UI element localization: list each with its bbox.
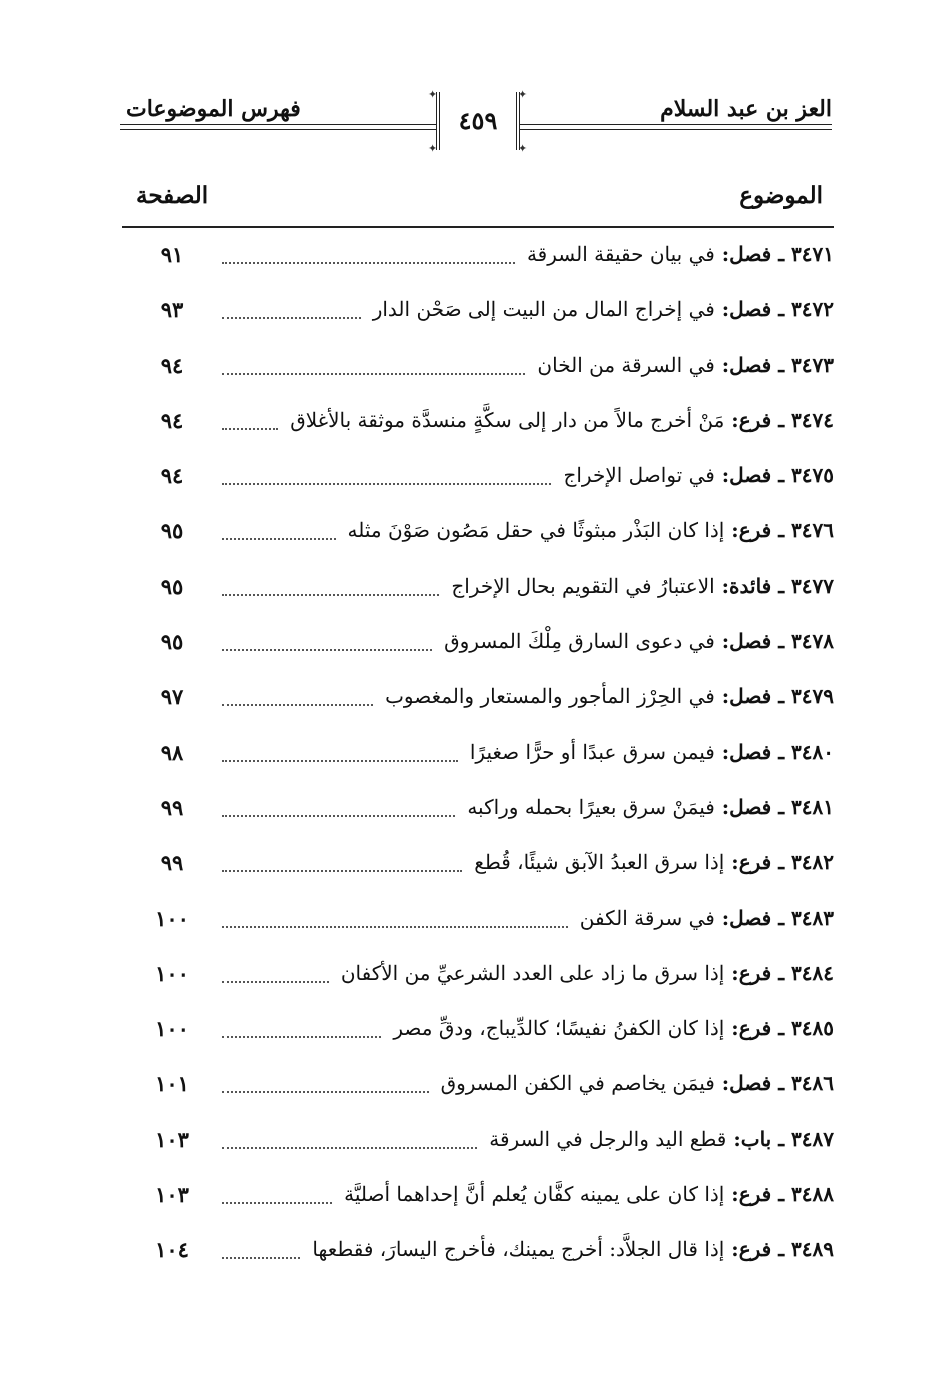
entry-title: إذا قال الجلاَّد: أخرج يمينك، فأخرج اليسارَ، فقطعها <box>312 1237 725 1262</box>
toc-entry <box>122 730 834 785</box>
toc-entry <box>122 508 834 563</box>
entry-dash: ـ <box>771 573 792 598</box>
entry-dash: ـ <box>771 242 792 266</box>
toc-entry <box>122 840 834 895</box>
entry-title: فيمَنْ سرق بعيرًا بحمله وراكبه <box>467 794 715 819</box>
toc-entry <box>122 453 834 508</box>
entry-dash: ـ <box>771 1237 792 1262</box>
entry-type: فصل <box>729 242 772 266</box>
entry-page-number: ٩٥ <box>160 573 184 599</box>
entry-type: فصل <box>729 463 772 488</box>
toc-entry <box>122 785 834 840</box>
entry-title: إذا كان على يمينه كفَّان يُعلم أنَّ إحداهما أصليَّة <box>344 1182 725 1207</box>
entry-page-number: ١٠٠ <box>155 960 189 986</box>
toc-entry <box>122 564 834 619</box>
entry-title: في بيان حقيقة السرقة <box>526 242 715 266</box>
leader-dots <box>222 981 329 983</box>
entry-number: ٣٤٨٠ <box>791 739 834 764</box>
entry-colon: : <box>724 960 739 985</box>
toc-entry <box>122 343 834 398</box>
toc-entry <box>122 619 834 674</box>
entry-dash: ـ <box>771 684 792 709</box>
leader-dots <box>222 1036 381 1038</box>
entry-number: ٣٤٧٢ <box>791 297 834 322</box>
entry-dash: ـ <box>771 629 792 654</box>
toc-entry <box>122 1172 834 1227</box>
entry-dash: ـ <box>771 1182 792 1207</box>
leader-dots <box>222 815 455 817</box>
entry-page-number: ١٠٤ <box>155 1237 189 1263</box>
entry-page-number: ١٠٣ <box>155 1126 189 1152</box>
entry-page-number: ٩٨ <box>160 739 184 765</box>
entry-title: إذا كان البَذْر مبثوثًا في حقل مَصُون صَوْنَ مثله <box>347 518 725 543</box>
entry-dash: ـ <box>771 850 792 875</box>
toc-entry-text <box>348 518 834 542</box>
entry-number: ٣٤٨٨ <box>791 1182 834 1207</box>
entry-type: فصل <box>729 629 772 654</box>
entry-dash: ـ <box>771 1016 792 1041</box>
toc-entry-text <box>563 463 834 487</box>
leader-dots <box>222 373 525 375</box>
entry-number: ٣٤٧٣ <box>791 352 834 377</box>
leader-dots <box>222 870 462 872</box>
entry-number: ٣٤٨٢ <box>791 850 834 875</box>
column-header-rule <box>122 226 834 228</box>
leader-dots <box>222 317 361 319</box>
entry-colon: : <box>714 905 730 930</box>
entry-page-number: ٩٩ <box>160 850 184 876</box>
toc-entry <box>122 1227 834 1282</box>
header-rule-left <box>120 124 436 125</box>
entry-colon: : <box>714 739 730 764</box>
entry-type: فرع <box>738 1016 772 1041</box>
leader-dots <box>222 594 439 596</box>
toc-entry-text <box>373 297 834 321</box>
page-number: ٤٥٩ <box>458 106 498 135</box>
page-number-frame <box>436 92 520 150</box>
entry-title: في تواصل الإخراج <box>563 463 715 488</box>
entry-type: فصل <box>729 1071 772 1096</box>
entry-type: فرع <box>738 960 772 985</box>
toc-entry <box>122 232 834 287</box>
leader-dots <box>222 1202 332 1204</box>
entry-type: فصل <box>729 684 772 709</box>
entry-title: في السرقة من الخان <box>537 352 715 377</box>
toc-entry-text <box>344 1182 834 1206</box>
toc-entry-text <box>537 353 834 377</box>
entry-dash: ـ <box>771 739 792 764</box>
toc-entry <box>122 951 834 1006</box>
entry-type: فصل <box>729 794 772 819</box>
entry-title: إذا سرق ما زاد على العدد الشرعيِّ من الأكفان <box>340 960 725 985</box>
entry-type: فرع <box>738 407 772 432</box>
entry-number: ٣٤٧٧ <box>791 573 834 598</box>
entry-type: فائدة <box>729 573 772 598</box>
entry-dash: ـ <box>771 1126 792 1151</box>
entry-number: ٣٤٧٥ <box>791 463 834 488</box>
leader-dots <box>222 1257 300 1259</box>
entry-number: ٣٤٧٩ <box>791 684 834 709</box>
entry-type: فصل <box>729 297 772 322</box>
header-rule-right <box>520 124 832 125</box>
toc-entry-text <box>393 1016 834 1040</box>
entry-page-number: ١٠٣ <box>155 1182 189 1208</box>
entry-number: ٣٤٨٣ <box>791 905 834 930</box>
leader-dots <box>222 262 515 264</box>
entry-number: ٣٤٨٤ <box>791 960 834 985</box>
entry-number: ٣٤٨١ <box>791 794 834 819</box>
toc-entry-text <box>312 1237 834 1261</box>
toc-entry <box>122 674 834 729</box>
toc-entry-text <box>341 961 834 985</box>
entry-title: في إخراج المال من البيت إلى صَحْن الدار <box>372 297 715 322</box>
entry-colon: : <box>714 297 730 322</box>
entry-number: ٣٤٨٦ <box>791 1071 834 1096</box>
leader-dots <box>222 704 373 706</box>
entry-title: في سرقة الكفن <box>579 905 715 930</box>
entry-colon: : <box>724 1016 739 1041</box>
column-header-page: الصفحة <box>136 182 209 209</box>
entry-title: قطع اليد والرجل في السرقة <box>489 1126 727 1151</box>
toc-entry-text <box>385 684 834 708</box>
entry-number: ٣٤٧٦ <box>791 518 834 543</box>
entry-title: مَنْ أخرج مالاً من دار إلى سكَّةٍ منسدَّة موثقة بالأغلاق <box>290 407 725 432</box>
entry-dash: ـ <box>771 1071 792 1096</box>
entry-page-number: ٩٥ <box>160 629 184 655</box>
running-header-author: العز بن عبد السلام <box>660 96 832 122</box>
entry-colon: : <box>724 407 739 432</box>
entry-title: في دعوى السارق مِلْكَ المسروق <box>444 629 715 654</box>
toc-entry-text <box>527 242 834 266</box>
entry-title: فيمَن يخاصم في الكفن المسروق <box>440 1071 715 1096</box>
leader-dots <box>222 926 568 928</box>
entry-type: فرع <box>738 518 772 543</box>
entry-page-number: ٩٣ <box>160 297 184 323</box>
entry-page-number: ٩٩ <box>160 794 184 820</box>
entry-dash: ـ <box>771 960 792 985</box>
ornament-icon: ✦ <box>518 88 528 101</box>
leader-dots <box>222 538 336 540</box>
entry-dash: ـ <box>771 794 792 819</box>
leader-dots <box>222 483 551 485</box>
entry-page-number: ١٠١ <box>155 1071 189 1097</box>
entry-title: فيمن سرق عبدًا أو حرًّا صغيرًا <box>469 739 715 764</box>
toc-entry-text <box>580 906 834 930</box>
entry-dash: ـ <box>771 905 792 930</box>
ornament-icon: ✦ <box>518 142 528 155</box>
entry-dash: ـ <box>771 407 792 432</box>
toc-entry <box>122 1006 834 1061</box>
entry-number: ٣٤٨٩ <box>791 1237 834 1262</box>
leader-dots <box>222 428 278 430</box>
entry-type: فصل <box>729 352 772 377</box>
entry-number: ٣٤٧٨ <box>791 629 834 654</box>
toc-entry-text <box>467 795 834 819</box>
entry-page-number: ٩٤ <box>160 352 184 378</box>
toc-entry <box>122 398 834 453</box>
entry-colon: : <box>714 684 730 709</box>
running-header-section: فهرس الموضوعات <box>126 96 301 122</box>
ornament-icon: ✦ <box>428 142 438 155</box>
entry-number: ٣٤٧١ <box>791 242 834 266</box>
entry-number: ٣٤٧٤ <box>791 407 834 432</box>
entry-colon: : <box>724 1182 739 1207</box>
entry-colon: : <box>714 463 730 488</box>
entry-dash: ـ <box>771 352 792 377</box>
entry-type: فرع <box>738 1237 772 1262</box>
toc-entry <box>122 896 834 951</box>
toc-entry <box>122 1117 834 1172</box>
entry-dash: ـ <box>771 297 792 322</box>
toc-entry-text <box>470 740 834 764</box>
header-rule-left-thin <box>120 129 436 130</box>
entry-colon: : <box>714 1071 730 1096</box>
leader-dots <box>222 649 432 651</box>
toc-entry-text <box>444 629 834 653</box>
entry-type: فصل <box>729 739 772 764</box>
entry-colon: : <box>714 352 730 377</box>
leader-dots <box>222 1091 429 1093</box>
entry-type: فرع <box>738 1182 772 1207</box>
entry-type: فرع <box>738 850 772 875</box>
entry-page-number: ٩٤ <box>160 463 184 489</box>
entry-title: الاعتبارُ في التقويم بحال الإخراج <box>451 573 715 598</box>
entry-title: إذا سرق العبدُ الآبق شيئًا، قُطع <box>474 850 725 875</box>
entry-number: ٣٤٨٧ <box>791 1126 834 1151</box>
entry-colon: : <box>714 794 730 819</box>
entry-page-number: ١٠٠ <box>155 1016 189 1042</box>
column-header-topic: الموضوع <box>739 182 823 209</box>
entry-colon: : <box>724 1237 739 1262</box>
entry-page-number: ٩١ <box>160 242 184 267</box>
entry-dash: ـ <box>771 518 792 543</box>
toc-entry-text <box>290 408 834 432</box>
entry-colon: : <box>724 850 739 875</box>
toc-list <box>122 232 834 1283</box>
page-header <box>120 88 832 168</box>
leader-dots <box>222 760 458 762</box>
header-rule-right-thin <box>520 129 832 130</box>
entry-colon: : <box>714 242 730 266</box>
toc-entry-text <box>451 574 834 598</box>
entry-page-number: ٩٤ <box>160 407 184 433</box>
entry-title: إذا كان الكفنُ نفيسًا؛ كالدِّيباج، ودقِّ مصر <box>393 1016 725 1041</box>
entry-number: ٣٤٨٥ <box>791 1016 834 1041</box>
toc-entry <box>122 1061 834 1116</box>
ornament-icon: ✦ <box>428 88 438 101</box>
leader-dots <box>222 1147 477 1149</box>
entry-colon: : <box>714 629 730 654</box>
entry-colon: : <box>726 1126 741 1151</box>
toc-entry-text <box>489 1127 834 1151</box>
toc-entry <box>122 287 834 342</box>
entry-page-number: ٩٧ <box>160 684 184 710</box>
entry-page-number: ١٠٠ <box>155 905 189 931</box>
entry-type: فصل <box>729 905 772 930</box>
entry-dash: ـ <box>771 463 792 488</box>
entry-colon: : <box>714 573 730 598</box>
toc-entry-text <box>474 850 834 874</box>
entry-type: باب <box>740 1126 772 1151</box>
entry-page-number: ٩٥ <box>160 518 184 544</box>
entry-colon: : <box>724 518 739 543</box>
toc-entry-text <box>441 1071 834 1095</box>
entry-title: في الحِرْز المأجور والمستعار والمغصوب <box>385 684 715 709</box>
